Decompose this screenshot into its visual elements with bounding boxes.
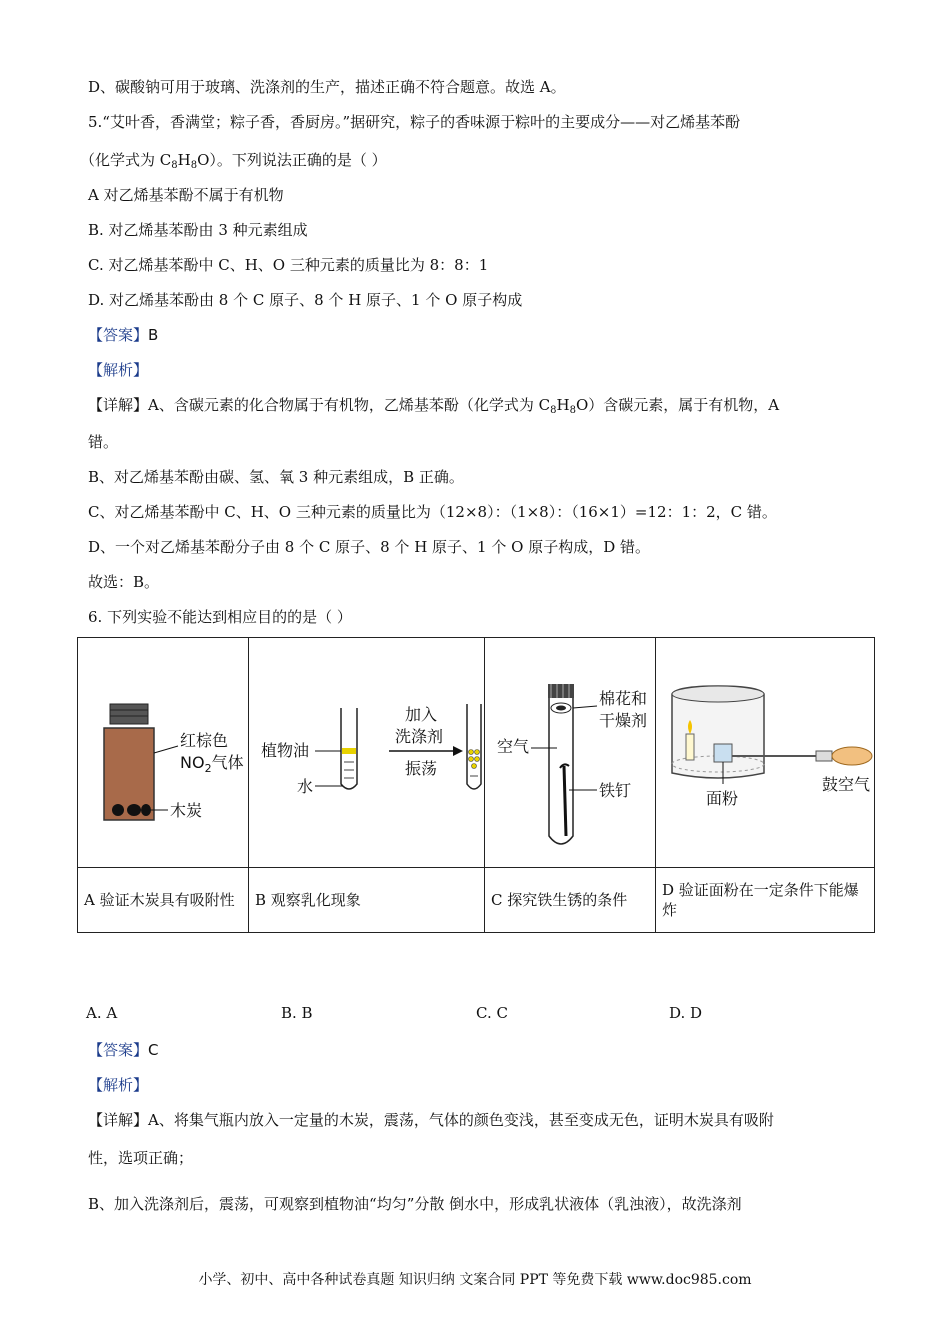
q5-option-a: A 对乙烯基苯酚不属于有机物 <box>88 186 284 204</box>
q5-detail-d: D、一个对乙烯基苯酚分子由 8 个 C 原子、8 个 H 原子、1 个 O 原子构成，D 错。 <box>88 538 650 556</box>
caption-b: B 观察乳化现象 <box>249 868 485 933</box>
label-detergent: 洗涤剂 <box>395 727 444 746</box>
caption-a: A 验证木炭具有吸附性 <box>78 868 249 933</box>
footer-text: 小学、初中、高中各种试卷真题 知识归纳 文案合同 PPT 等免费下载 www.doc985.com <box>198 1272 752 1288</box>
label-cotton-and: 棉花和 <box>599 689 648 708</box>
caption-c: C 探究铁生锈的条件 <box>485 868 656 933</box>
q6-stem: 6. 下列实验不能达到相应目的的是（ ） <box>88 608 352 626</box>
q5-detail-c: C、对乙烯基苯酚中 C、H、O 三种元素的质量比为（12×8）：（1×8）：（16×1）=12：1：2，C 错。 <box>88 503 777 521</box>
experiment-table <box>77 637 875 933</box>
charcoal-bottle-figure <box>78 638 249 867</box>
figure-d-cell <box>656 638 875 868</box>
label-flour: 面粉 <box>706 789 739 808</box>
q6-analysis-label: 【解析】 <box>88 1076 149 1094</box>
q5-detail-b: B、对乙烯基苯酚由碳、氢、氧 3 种元素组成，B 正确。 <box>88 468 464 486</box>
q5-option-d: D. 对乙烯基苯酚由 8 个 C 原子、8 个 H 原子、1 个 O 原子构成 <box>88 291 523 309</box>
flour-explosion-figure <box>656 638 875 867</box>
q5-option-c: C. 对乙烯基苯酚中 C、H、O 三种元素的质量比为 8：8：1 <box>88 256 489 274</box>
label-iron-nail: 铁钉 <box>599 781 632 800</box>
label-water: 水 <box>297 777 314 796</box>
q6-detail-a-cont: 性，选项正确； <box>88 1149 194 1167</box>
label-charcoal: 木炭 <box>170 801 203 820</box>
choice-d: D. D <box>669 1004 703 1022</box>
caption-d: D 验证面粉在一定条件下能爆炸 <box>656 868 875 933</box>
label-no2-gas: $NO_2$气体 <box>180 753 244 775</box>
q6-answer: 【答案】C <box>88 1041 159 1059</box>
iron-rust-figure <box>485 638 656 867</box>
q6-detail-b: B、加入洗涤剂后，震荡，可观察到植物油“均匀”分散 倒水中，形成乳状液体（乳浊液），故洗涤剂 <box>88 1195 742 1213</box>
line-d-sodium-carbonate: D、碳酸钠可用于玻璃、洗涤剂的生产，描述正确不符合题意。故选 A。 <box>88 78 566 96</box>
q5-analysis-label: 【解析】 <box>88 361 149 379</box>
label-blow-air: 鼓空气 <box>822 775 871 794</box>
q5-option-b: B. 对乙烯基苯酚由 3 种元素组成 <box>88 221 308 239</box>
figure-b-cell <box>249 638 485 868</box>
q6-detail-a: 【详解】A、将集气瓶内放入一定量的木炭，震荡，气体的颜色变浅，甚至变成无色，证明木炭具有吸附 <box>88 1111 774 1129</box>
emulsion-figure <box>249 638 485 867</box>
label-vegetable-oil: 植物油 <box>261 741 310 760</box>
q5-answer: 【答案】B <box>88 326 159 344</box>
choice-b: B. B <box>281 1004 313 1022</box>
label-red-brown: 红棕色 <box>180 731 229 750</box>
q5-choose: 故选：B。 <box>88 573 160 591</box>
q5-detail-a: 【详解】A、含碳元素的化合物属于有机物，乙烯基苯酚（化学式为 $C_8H_8O$）含碳元素，属于有机物，A <box>88 396 780 416</box>
q5-detail-a-cont: 错。 <box>88 433 119 451</box>
label-add: 加入 <box>405 705 438 724</box>
label-shake: 振荡 <box>405 759 438 778</box>
choice-c: C. C <box>476 1004 508 1022</box>
q5-stem: 5.“艾叶香，香满堂；粽子香，香厨房。”据研究，粽子的香味源于粽叶的主要成分——对乙烯基苯酚 <box>88 113 741 131</box>
choice-a: A. A <box>86 1004 118 1022</box>
figure-c-cell <box>485 638 656 868</box>
label-desiccant: 干燥剂 <box>599 711 648 730</box>
label-air: 空气 <box>497 737 530 756</box>
q5-stem-formula: （化学式为 $C_8H_8O$）。下列说法正确的是（ ） <box>80 151 387 171</box>
figure-a-cell <box>78 638 249 868</box>
